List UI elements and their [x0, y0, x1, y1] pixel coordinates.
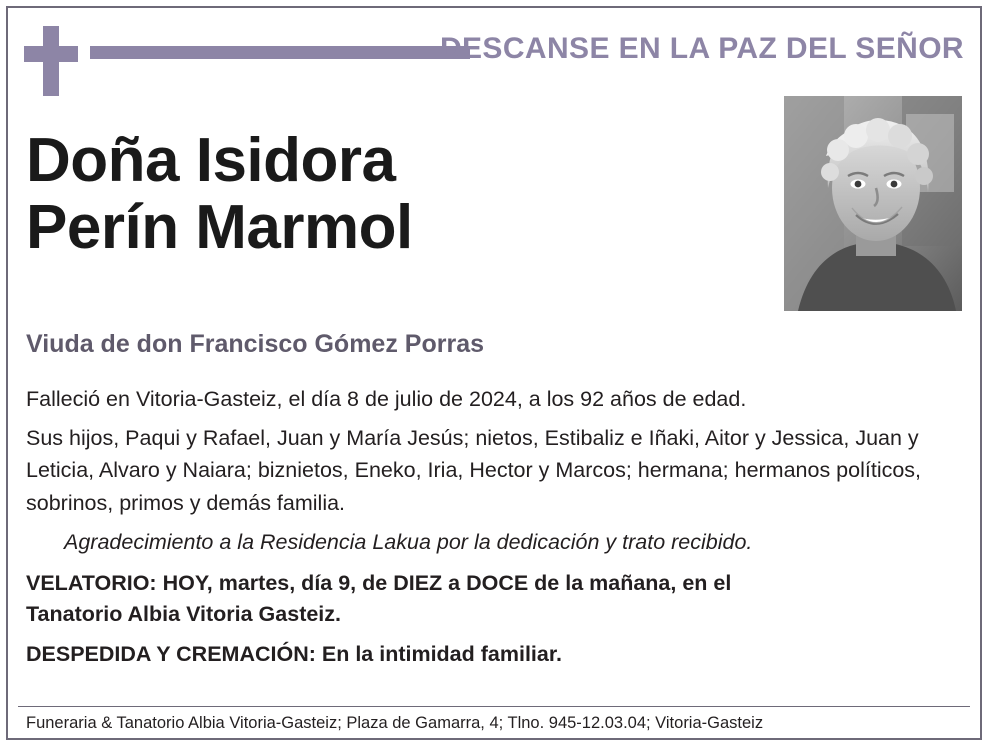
deceased-name-line-1: Doña Isidora — [26, 126, 396, 195]
notice-body — [26, 383, 956, 670]
spouse-line: Viuda de don Francisco Gómez Porras — [26, 330, 484, 358]
wake-line-1: VELATORIO: HOY, martes, día 9, de DIEZ a DOCE de la mañana, en el — [26, 571, 732, 596]
death-notice-text: Falleció en Vitoria-Gasteiz, el día 8 de julio de 2024, a los 92 años de edad. — [26, 387, 747, 411]
farewell-text: DESPEDIDA Y CREMACIÓN: En la intimidad familiar. — [26, 642, 563, 667]
thanks-text: Agradecimiento a la Residencia Lakua por la dedicación y trato recibido. — [64, 529, 753, 554]
deceased-name-line-2: Perín Marmol — [26, 192, 413, 262]
cross-icon — [24, 26, 78, 96]
wake-line-2: Tanatorio Albia Vitoria Gasteiz. — [26, 601, 342, 626]
header — [24, 22, 964, 92]
farewell-details — [26, 639, 956, 670]
portrait-image — [784, 96, 962, 311]
funeral-home-footer: Funeraria & Tanatorio Albia Vitoria-Gasteiz; Plaza de Gamarra, 4; Tlno. 945-12.03.04; Vitoria-Gasteiz — [26, 714, 764, 732]
footer-divider — [18, 706, 970, 707]
deceased-name — [26, 128, 746, 262]
header-banner-text: DESCANSE EN LA PAZ DEL SEÑOR — [439, 32, 964, 65]
service-details — [26, 568, 956, 629]
header-rule — [90, 46, 470, 59]
portrait-photo — [784, 96, 962, 311]
family-notice-text: Sus hijos, Paqui y Rafael, Juan y María Jesús; nietos, Estibaliz e Iñaki, Aitor y Jessica, Juan y Leticia, Alvaro y Naiara; biznietos, Eneko, Iria, Hector y Marcos; hermana; hermanos políticos, sobrinos, primos y demás familia. — [26, 425, 922, 516]
cross-horizontal-bar — [24, 46, 78, 62]
